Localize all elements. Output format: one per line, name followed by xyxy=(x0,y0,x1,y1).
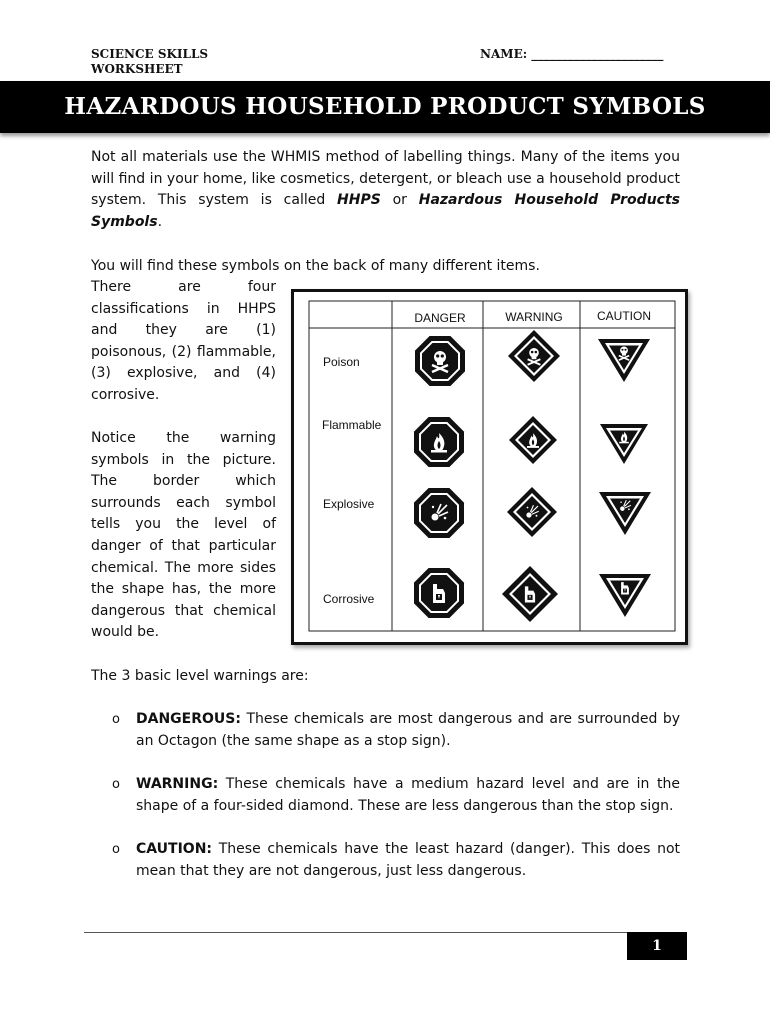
classifications-paragraph: There are four classifications in HHPS and they are (1) poisonous, (2) flammable, (3) explosive, and (4) corrosive. xyxy=(91,279,276,403)
danger-explosive-octagon-icon xyxy=(414,488,464,538)
notice-paragraph: Notice the warning symbols in the picture. The border which surrounds each symbol tells you the level of danger of that particular chemical. The more sides the shape has, the more dangerous that chemical would be. xyxy=(91,430,276,641)
intro-text: Not all materials use the WHMIS method of labelling things. Many of the items you will find in your home, like cosmetics, detergent, or bleach use a household product system. This system is called xyxy=(91,149,680,209)
warning-flammable-diamond-icon xyxy=(509,416,557,464)
danger-poison-octagon-icon xyxy=(415,336,465,386)
caution-flammable-triangle-icon xyxy=(600,424,648,464)
danger-flammable-octagon-icon xyxy=(414,417,464,467)
title-banner xyxy=(0,81,770,133)
intro-end: . xyxy=(157,213,163,230)
caution-corrosive-triangle-icon xyxy=(599,574,651,617)
row-label-corrosive: Corrosive xyxy=(323,592,375,606)
course-line-2: WORKSHEET xyxy=(91,62,183,76)
row-label-poison: Poison xyxy=(323,355,360,369)
page-title: HAZARDOUS HOUSEHOLD PRODUCT SYMBOLS xyxy=(64,93,706,120)
page-number: 1 xyxy=(627,932,687,960)
bullet-marker: o xyxy=(112,842,120,857)
course-line-1: SCIENCE SKILLS xyxy=(91,47,209,61)
bullet-term: WARNING: xyxy=(136,776,219,792)
bullet-text: These chemicals are most dangerous and are surrounded by an Octagon (the same shape as a stop sign). xyxy=(136,711,680,749)
bullet-marker: o xyxy=(112,712,120,727)
bullet-text: These chemicals have the least hazard (danger). This does not mean that they are not dangerous, just less dangerous. xyxy=(136,841,680,879)
warning-corrosive-diamond-icon xyxy=(502,566,558,622)
intro-or: or xyxy=(380,192,419,209)
name-field[interactable]: NAME: ______________________ xyxy=(480,47,664,61)
find-symbols-paragraph: You will find these symbols on the back of many different items. xyxy=(91,258,540,274)
hhps-full-name: Hazardous Household Products Symbols xyxy=(91,192,680,230)
bullet-dangerous xyxy=(112,709,680,752)
row-label-explosive: Explosive xyxy=(323,497,375,511)
hhps-term: HHPS xyxy=(337,192,381,209)
caution-poison-triangle-icon xyxy=(598,339,650,382)
danger-corrosive-octagon-icon xyxy=(414,568,464,618)
column-header-warning: WARNING xyxy=(505,310,563,324)
bullet-warning xyxy=(112,774,680,817)
bullet-caution xyxy=(112,839,680,882)
row-label-flammable: Flammable xyxy=(322,418,382,432)
levels-intro: The 3 basic level warnings are: xyxy=(91,668,309,684)
bullet-marker: o xyxy=(112,777,120,792)
column-header-caution: CAUTION xyxy=(597,309,651,323)
hhps-symbols-figure xyxy=(291,289,688,645)
warning-poison-diamond-icon xyxy=(508,330,560,382)
bullet-text: These chemicals have a medium hazard level and are in the shape of a four-sided diamond. These are less dangerous than the stop sign. xyxy=(136,776,680,814)
column-header-danger: DANGER xyxy=(414,311,466,325)
course-label xyxy=(91,47,208,77)
bullet-term: DANGEROUS: xyxy=(136,711,241,727)
caution-explosive-triangle-icon xyxy=(599,492,651,535)
intro-paragraph xyxy=(91,147,680,233)
warning-explosive-diamond-icon xyxy=(507,487,557,537)
bullet-term: CAUTION: xyxy=(136,841,213,857)
footer-rule xyxy=(84,932,687,933)
